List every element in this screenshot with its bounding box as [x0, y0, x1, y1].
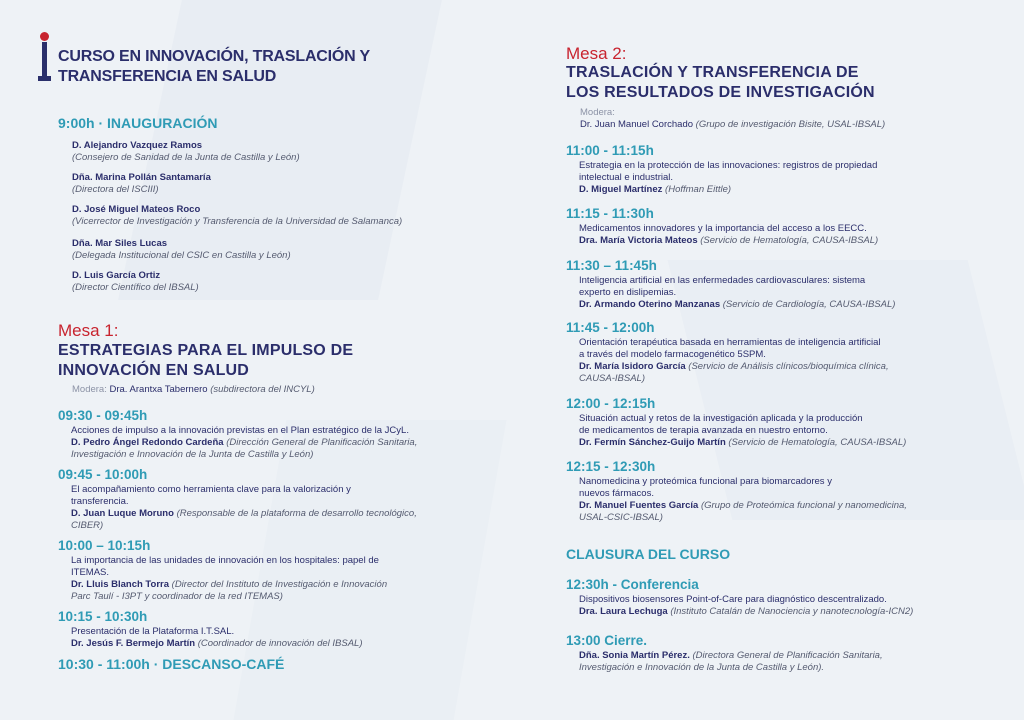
agenda-slot	[566, 143, 976, 196]
slot-time: 09:45 - 10:00h	[58, 467, 148, 482]
mesa2-label: Mesa 2:	[566, 44, 627, 63]
agenda-slot	[58, 467, 468, 532]
person-name: D. José Miguel Mateos Roco	[72, 204, 201, 215]
slot-time: 12:30h - Conferencia	[566, 577, 699, 592]
slot-speaker	[58, 638, 468, 650]
slot-speaker	[566, 361, 976, 385]
inauguration-person	[72, 204, 492, 228]
speaker-name: Dr. Fermín Sánchez-Guijo Martín	[579, 437, 726, 448]
moderator-name: Dra. Arantxa Tabernero	[109, 384, 208, 395]
agenda-slot	[58, 609, 468, 650]
speaker-name: Dra. Laura Lechuga	[579, 606, 668, 617]
slot-time: 13:00 Cierre.	[566, 633, 648, 648]
slot-topic: Inteligencia artificial en las enfermedades cardiovasculares: sistema experto en dislipemias.	[579, 275, 866, 298]
person-name: Dña. Marina Pollán Santamaría	[72, 172, 211, 183]
inauguration-person	[72, 140, 472, 164]
speaker-name: Dr. Jesús F. Bermejo Martín	[71, 638, 196, 649]
slot-topic: Presentación de la Plataforma I.T.SAL.	[71, 626, 235, 637]
speaker-role: (Coordinador de innovación del IBSAL)	[197, 638, 363, 649]
person-role: (Directora del ISCIII)	[72, 184, 159, 195]
slot-time: 11:45 - 12:00h	[566, 320, 655, 335]
slot-topic: Estrategia en la protección de las innovaciones: registros de propiedad intelectual e industrial.	[579, 160, 878, 183]
agenda-slot	[566, 633, 976, 674]
person-name: D. Luis García Ortiz	[72, 270, 161, 281]
slot-time: 11:15 - 11:30h	[566, 206, 654, 221]
inauguration-person	[72, 270, 472, 294]
slot-topic: Acciones de impulso a la innovación previstas en el Plan estratégico de la JCyL.	[71, 425, 409, 436]
slot-time: 09:30 - 09:45h	[58, 408, 148, 423]
agenda-slot	[566, 320, 976, 385]
slot-time: 11:30 – 11:45h	[566, 258, 657, 273]
slot-time: 10:00 – 10:15h	[58, 538, 151, 553]
moderator-label: Modera:	[580, 107, 615, 118]
slot-speaker	[566, 606, 976, 618]
slot-topic: Situación actual y retos de la investigación aplicada y la producción de medicamentos de terapia avanzada en nuestro entorno.	[579, 413, 863, 436]
slot-speaker	[566, 299, 976, 311]
slot-topic: La importancia de las unidades de innovación en los hospitales: papel de ITEMAS.	[71, 555, 379, 578]
mesa2-title: TRASLACIÓN Y TRANSFERENCIA DE LOS RESULTADOS DE INVESTIGACIÓN	[566, 64, 875, 101]
slot-speaker	[566, 437, 976, 449]
person-role: (Delegada Institucional del CSIC en Castilla y León)	[72, 250, 291, 261]
mesa1-moderator	[72, 384, 315, 395]
person-name: D. Alejandro Vazquez Ramos	[72, 140, 203, 151]
slot-speaker	[566, 235, 976, 247]
slot-speaker	[58, 579, 468, 603]
agenda-slot	[58, 408, 478, 461]
slot-topic: Orientación terapéutica basada en herramientas de inteligencia artificial a través del modelo farmacogenético 5SPM.	[579, 337, 881, 360]
break-heading: 10:30 - 11:00h · DESCANSO-CAFÉ	[58, 656, 285, 672]
slot-topic: El acompañamiento como herramienta clave para la valorización y transferencia.	[71, 484, 351, 507]
person-name: Dña. Mar Siles Lucas	[72, 238, 168, 249]
speaker-role: (Servicio de Hematología, CAUSA-IBSAL)	[700, 235, 879, 246]
speaker-role: (Hoffman Eittle)	[665, 184, 732, 195]
slot-topic: Dispositivos biosensores Point-of-Care para diagnóstico descentralizado.	[579, 594, 887, 605]
speaker-role: (Director del Instituto de Investigación e Innovación Parc Taulí - I3PT y coordinador de la red ITEMAS)	[71, 579, 388, 602]
speaker-name: Dra. María Victoria Mateos	[579, 235, 698, 246]
slot-topic: Medicamentos innovadores y la importancia del acceso a los EECC.	[579, 223, 867, 234]
speaker-name: Dr. María Isidoro García	[579, 361, 686, 372]
closing-heading: CLAUSURA DEL CURSO	[566, 546, 731, 562]
speaker-role: (Servicio de Hematología, CAUSA-IBSAL)	[728, 437, 907, 448]
moderator-role: (Grupo de investigación Bisite, USAL-IBSAL)	[695, 119, 886, 130]
speaker-name: D. Pedro Ángel Redondo Cardeña	[71, 437, 224, 448]
person-role: (Director Científico del IBSAL)	[72, 282, 199, 293]
mesa2-moderator	[580, 107, 885, 131]
agenda-slot	[58, 538, 468, 603]
left-page	[0, 0, 512, 719]
mesa1-title: ESTRATEGIAS PARA EL IMPULSO DE INNOVACIÓN EN SALUD	[58, 342, 354, 379]
speaker-role: (Dirección General de Planificación Sanitaria, Investigación e Innovación de la Junta de Castilla y León)	[71, 437, 418, 460]
agenda-slot	[566, 577, 976, 618]
agenda-slot	[566, 459, 976, 524]
speaker-name: Dña. Sonia Martín Pérez.	[579, 650, 690, 661]
inauguration-person	[72, 172, 472, 196]
agenda-slot	[566, 206, 976, 247]
moderator-role: (subdirectora del INCYL)	[210, 384, 315, 395]
speaker-role: (Servicio de Análisis clínicos/bioquímica clínica, CAUSA-IBSAL)	[579, 361, 889, 384]
slot-speaker	[566, 184, 976, 196]
slot-time: 12:00 - 12:15h	[566, 396, 656, 411]
course-title: CURSO EN INNOVACIÓN, TRASLACIÓN Y TRANSFERENCIA EN SALUD	[58, 48, 370, 85]
slot-topic: Nanomedicina y proteómica funcional para biomarcadores y nuevos fármacos.	[579, 476, 832, 499]
speaker-name: Dr. Manuel Fuentes García	[579, 500, 699, 511]
mesa1-label: Mesa 1:	[58, 321, 119, 340]
moderator-label: Modera:	[72, 384, 107, 395]
speaker-name: Dr. Lluis Blanch Torra	[71, 579, 170, 590]
speaker-role: (Servicio de Cardiología, CAUSA-IBSAL)	[722, 299, 896, 310]
inauguration-person	[72, 238, 472, 262]
slot-time: 11:00 - 11:15h	[566, 143, 654, 158]
speaker-name: D. Juan Luque Moruno	[71, 508, 174, 519]
slot-speaker	[58, 437, 478, 461]
person-role: (Consejero de Sanidad de la Junta de Castilla y León)	[72, 152, 300, 163]
course-logo-icon	[37, 32, 51, 82]
slot-speaker	[566, 650, 976, 674]
right-page	[512, 0, 1024, 719]
inauguration-heading: 9:00h · INAUGURACIÓN	[58, 115, 218, 131]
speaker-role: (Responsable de la plataforma de desarrollo tecnológico, CIBER)	[71, 508, 417, 531]
slot-speaker	[566, 500, 976, 524]
person-role: (Vicerrector de Investigación y Transferencia de la Universidad de Salamanca)	[72, 216, 403, 227]
slot-time: 10:15 - 10:30h	[58, 609, 148, 624]
moderator-name: Dr. Juan Manuel Corchado	[580, 119, 694, 130]
slot-time: 12:15 - 12:30h	[566, 459, 656, 474]
speaker-role: (Instituto Catalán de Nanociencia y nanotecnología-ICN2)	[670, 606, 914, 617]
speaker-role: (Grupo de Proteómica funcional y nanomedicina, USAL-CSIC-IBSAL)	[579, 500, 907, 523]
agenda-slot	[566, 258, 976, 311]
speaker-name: Dr. Armando Oterino Manzanas	[579, 299, 721, 310]
slot-speaker	[58, 508, 468, 532]
speaker-role: (Directora General de Planificación Sanitaria, Investigación e Innovación de la Junta de Castilla y León).	[579, 650, 883, 673]
speaker-name: D. Miguel Martínez	[579, 184, 663, 195]
agenda-slot	[566, 396, 976, 449]
